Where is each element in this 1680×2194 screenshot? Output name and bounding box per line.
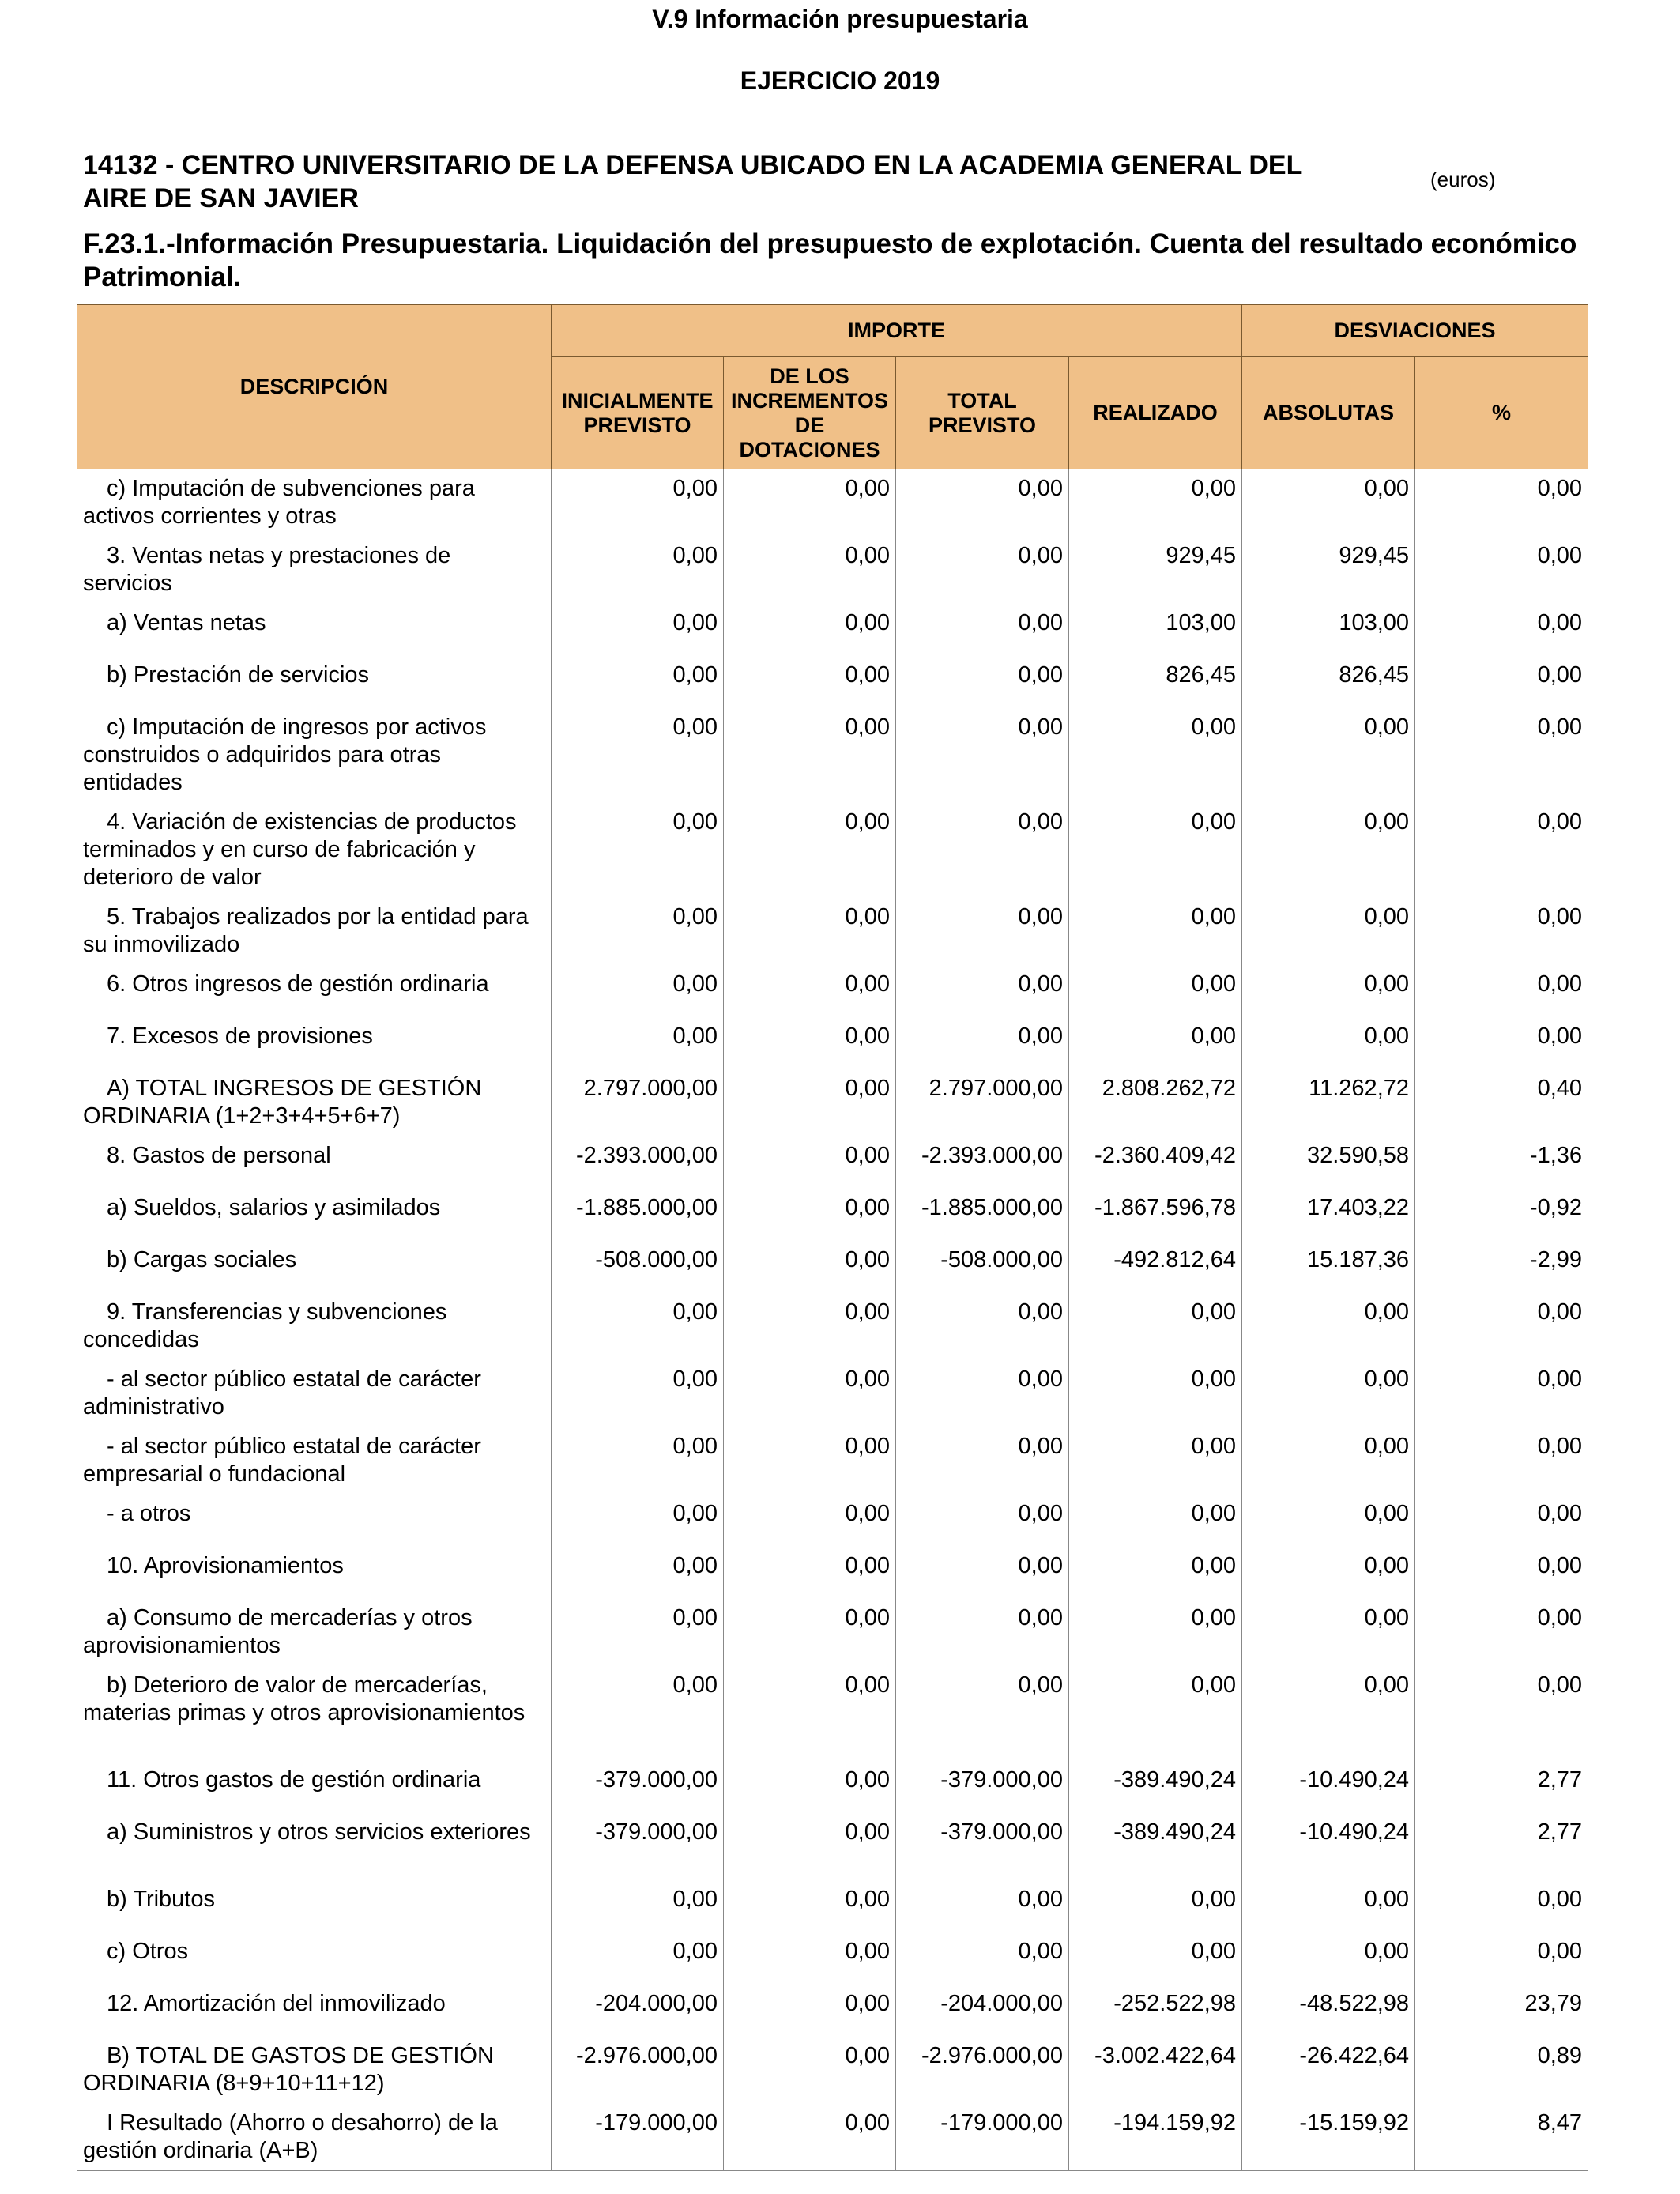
cell-realizado: 0,00 xyxy=(1069,965,1242,1017)
cell-pct: 2,77 xyxy=(1415,1813,1588,1880)
cell-realizado: 0,00 xyxy=(1069,1293,1242,1360)
table-row xyxy=(77,1189,1588,1241)
cell-total: 0,00 xyxy=(896,656,1069,708)
header-descripcion: DESCRIPCIÓN xyxy=(77,305,552,469)
cell-inicial: 0,00 xyxy=(552,1495,724,1547)
cell-absolutas: 17.403,22 xyxy=(1242,1189,1415,1241)
cell-realizado: -389.490,24 xyxy=(1069,1761,1242,1813)
cell-total: -2.393.000,00 xyxy=(896,1137,1069,1189)
row-description: I Resultado (Ahorro o desahorro) de la gestión ordinaria (A+B) xyxy=(77,2104,552,2171)
cell-inicial: -1.885.000,00 xyxy=(552,1189,724,1241)
cell-inicial: 2.797.000,00 xyxy=(552,1069,724,1137)
cell-total: 2.797.000,00 xyxy=(896,1069,1069,1137)
cell-pct: 0,00 xyxy=(1415,1599,1588,1666)
cell-pct: 8,47 xyxy=(1415,2104,1588,2171)
cell-incrementos: 0,00 xyxy=(724,898,896,965)
cell-realizado: 0,00 xyxy=(1069,1360,1242,1427)
row-description: b) Tributos xyxy=(77,1880,552,1932)
cell-total: -204.000,00 xyxy=(896,1985,1069,2037)
table-row xyxy=(77,537,1588,604)
cell-incrementos: 0,00 xyxy=(724,1547,896,1599)
cell-inicial: -2.393.000,00 xyxy=(552,1137,724,1189)
row-description: B) TOTAL DE GASTOS DE GESTIÓN ORDINARIA (8+9+10+11+12) xyxy=(77,2037,552,2104)
cell-inicial: 0,00 xyxy=(552,965,724,1017)
row-description: 6. Otros ingresos de gestión ordinaria xyxy=(77,965,552,1017)
table-row xyxy=(77,1069,1588,1137)
cell-incrementos: 0,00 xyxy=(724,537,896,604)
table-row xyxy=(77,1761,1588,1813)
cell-total: 0,00 xyxy=(896,898,1069,965)
row-description: - al sector público estatal de carácter empresarial o fundacional xyxy=(77,1427,552,1495)
cell-total: 0,00 xyxy=(896,1599,1069,1666)
table-row xyxy=(77,1293,1588,1360)
cell-realizado: 0,00 xyxy=(1069,1599,1242,1666)
cell-absolutas: 0,00 xyxy=(1242,965,1415,1017)
row-description: b) Cargas sociales xyxy=(77,1241,552,1293)
cell-total: 0,00 xyxy=(896,803,1069,898)
cell-total: -1.885.000,00 xyxy=(896,1189,1069,1241)
table-row xyxy=(77,1241,1588,1293)
header-inicialmente-previsto: INICIALMENTE PREVISTO xyxy=(552,357,724,469)
cell-pct: 0,40 xyxy=(1415,1069,1588,1137)
cell-realizado: 0,00 xyxy=(1069,1880,1242,1932)
cell-inicial: 0,00 xyxy=(552,898,724,965)
cell-absolutas: -26.422,64 xyxy=(1242,2037,1415,2104)
cell-inicial: 0,00 xyxy=(552,1017,724,1069)
cell-incrementos: 0,00 xyxy=(724,1069,896,1137)
row-description: a) Sueldos, salarios y asimilados xyxy=(77,1189,552,1241)
cell-total: 0,00 xyxy=(896,1495,1069,1547)
cell-absolutas: 0,00 xyxy=(1242,1880,1415,1932)
cell-pct: 0,89 xyxy=(1415,2037,1588,2104)
cell-realizado: 0,00 xyxy=(1069,469,1242,537)
cell-total: -379.000,00 xyxy=(896,1761,1069,1813)
cell-incrementos: 0,00 xyxy=(724,1932,896,1985)
table-row xyxy=(77,708,1588,803)
table-row xyxy=(77,898,1588,965)
table-row xyxy=(77,1666,1588,1761)
cell-inicial: 0,00 xyxy=(552,1427,724,1495)
cell-total: -2.976.000,00 xyxy=(896,2037,1069,2104)
cell-realizado: 0,00 xyxy=(1069,1427,1242,1495)
cell-incrementos: 0,00 xyxy=(724,1293,896,1360)
cell-incrementos: 0,00 xyxy=(724,1985,896,2037)
cell-absolutas: 11.262,72 xyxy=(1242,1069,1415,1137)
cell-realizado: 0,00 xyxy=(1069,803,1242,898)
table-row xyxy=(77,1547,1588,1599)
cell-absolutas: 826,45 xyxy=(1242,656,1415,708)
cell-absolutas: -15.159,92 xyxy=(1242,2104,1415,2171)
row-description: A) TOTAL INGRESOS DE GESTIÓN ORDINARIA (1+2+3+4+5+6+7) xyxy=(77,1069,552,1137)
cell-inicial: 0,00 xyxy=(552,656,724,708)
cell-realizado: 0,00 xyxy=(1069,898,1242,965)
cell-absolutas: 0,00 xyxy=(1242,803,1415,898)
cell-pct: 0,00 xyxy=(1415,965,1588,1017)
cell-absolutas: 0,00 xyxy=(1242,469,1415,537)
table-row xyxy=(77,1599,1588,1666)
cell-absolutas: 0,00 xyxy=(1242,1547,1415,1599)
cell-pct: 0,00 xyxy=(1415,1017,1588,1069)
row-description: 3. Ventas netas y prestaciones de servicios xyxy=(77,537,552,604)
header-realizado: REALIZADO xyxy=(1069,357,1242,469)
cell-absolutas: 0,00 xyxy=(1242,708,1415,803)
cell-inicial: 0,00 xyxy=(552,803,724,898)
cell-total: -508.000,00 xyxy=(896,1241,1069,1293)
row-description: 10. Aprovisionamientos xyxy=(77,1547,552,1599)
cell-incrementos: 0,00 xyxy=(724,1427,896,1495)
cell-total: 0,00 xyxy=(896,708,1069,803)
cell-inicial: 0,00 xyxy=(552,1360,724,1427)
table-row xyxy=(77,2104,1588,2171)
table-row xyxy=(77,1137,1588,1189)
cell-incrementos: 0,00 xyxy=(724,965,896,1017)
budget-table xyxy=(77,304,1588,2171)
header-absolutas: ABSOLUTAS xyxy=(1242,357,1415,469)
cell-inicial: -204.000,00 xyxy=(552,1985,724,2037)
table-row xyxy=(77,604,1588,656)
row-description: a) Consumo de mercaderías y otros aprovisionamientos xyxy=(77,1599,552,1666)
cell-realizado: -2.360.409,42 xyxy=(1069,1137,1242,1189)
row-description: c) Otros xyxy=(77,1932,552,1985)
row-description: b) Deterioro de valor de mercaderías, materias primas y otros aprovisionamientos xyxy=(77,1666,552,1761)
cell-inicial: 0,00 xyxy=(552,708,724,803)
cell-pct: 0,00 xyxy=(1415,1360,1588,1427)
cell-incrementos: 0,00 xyxy=(724,1241,896,1293)
cell-inicial: -179.000,00 xyxy=(552,2104,724,2171)
currency-unit: (euros) xyxy=(1430,168,1496,191)
cell-pct: 0,00 xyxy=(1415,656,1588,708)
cell-absolutas: 103,00 xyxy=(1242,604,1415,656)
cell-realizado: -492.812,64 xyxy=(1069,1241,1242,1293)
cell-pct: 0,00 xyxy=(1415,708,1588,803)
table-row xyxy=(77,1880,1588,1932)
cell-total: 0,00 xyxy=(896,1880,1069,1932)
cell-realizado: 0,00 xyxy=(1069,708,1242,803)
cell-total: 0,00 xyxy=(896,1293,1069,1360)
header-desviaciones: DESVIACIONES xyxy=(1242,305,1588,357)
cell-total: 0,00 xyxy=(896,1932,1069,1985)
cell-pct: 0,00 xyxy=(1415,604,1588,656)
cell-pct: -2,99 xyxy=(1415,1241,1588,1293)
cell-absolutas: -10.490,24 xyxy=(1242,1761,1415,1813)
cell-incrementos: 0,00 xyxy=(724,469,896,537)
cell-pct: 0,00 xyxy=(1415,1547,1588,1599)
cell-inicial: 0,00 xyxy=(552,1932,724,1985)
table-body xyxy=(77,469,1588,2171)
cell-realizado: 0,00 xyxy=(1069,1017,1242,1069)
cell-absolutas: 15.187,36 xyxy=(1242,1241,1415,1293)
cell-total: 0,00 xyxy=(896,469,1069,537)
cell-inicial: 0,00 xyxy=(552,1666,724,1761)
table-row xyxy=(77,2037,1588,2104)
cell-realizado: 103,00 xyxy=(1069,604,1242,656)
report-subtitle: F.23.1.-Información Presupuestaria. Liquidación del presupuesto de explotación. Cuenta del resultado económico Patrimonial. xyxy=(83,228,1577,292)
row-description: - al sector público estatal de carácter administrativo xyxy=(77,1360,552,1427)
row-description: c) Imputación de ingresos por activos construidos o adquiridos para otras entidades xyxy=(77,708,552,803)
cell-incrementos: 0,00 xyxy=(724,708,896,803)
table-row xyxy=(77,1813,1588,1880)
cell-inicial: 0,00 xyxy=(552,1880,724,1932)
cell-pct: 0,00 xyxy=(1415,469,1588,537)
cell-absolutas: 0,00 xyxy=(1242,1360,1415,1427)
cell-incrementos: 0,00 xyxy=(724,1017,896,1069)
cell-pct: -1,36 xyxy=(1415,1137,1588,1189)
cell-incrementos: 0,00 xyxy=(724,604,896,656)
row-description: 5. Trabajos realizados por la entidad para su inmovilizado xyxy=(77,898,552,965)
cell-pct: 0,00 xyxy=(1415,537,1588,604)
table-row xyxy=(77,1932,1588,1985)
cell-absolutas: 0,00 xyxy=(1242,898,1415,965)
row-description: 7. Excesos de provisiones xyxy=(77,1017,552,1069)
table-row xyxy=(77,1427,1588,1495)
cell-realizado: 929,45 xyxy=(1069,537,1242,604)
cell-inicial: -2.976.000,00 xyxy=(552,2037,724,2104)
cell-absolutas: 0,00 xyxy=(1242,1599,1415,1666)
cell-pct: 0,00 xyxy=(1415,1495,1588,1547)
cell-pct: 0,00 xyxy=(1415,1427,1588,1495)
cell-absolutas: -10.490,24 xyxy=(1242,1813,1415,1880)
cell-absolutas: 0,00 xyxy=(1242,1666,1415,1761)
table-row xyxy=(77,803,1588,898)
cell-total: 0,00 xyxy=(896,965,1069,1017)
row-description: b) Prestación de servicios xyxy=(77,656,552,708)
cell-total: 0,00 xyxy=(896,1360,1069,1427)
cell-inicial: 0,00 xyxy=(552,537,724,604)
header-percent: % xyxy=(1415,357,1588,469)
cell-realizado: -3.002.422,64 xyxy=(1069,2037,1242,2104)
cell-total: 0,00 xyxy=(896,537,1069,604)
row-description: c) Imputación de subvenciones para activos corrientes y otras xyxy=(77,469,552,537)
row-description: - a otros xyxy=(77,1495,552,1547)
row-description: a) Suministros y otros servicios exteriores xyxy=(77,1813,552,1880)
cell-pct: 0,00 xyxy=(1415,898,1588,965)
header-total-previsto: TOTAL PREVISTO xyxy=(896,357,1069,469)
cell-pct: 0,00 xyxy=(1415,1666,1588,1761)
cell-incrementos: 0,00 xyxy=(724,1599,896,1666)
section-title: V.9 Información presupuestaria xyxy=(652,5,1028,33)
cell-realizado: 826,45 xyxy=(1069,656,1242,708)
table-row xyxy=(77,1985,1588,2037)
cell-total: 0,00 xyxy=(896,604,1069,656)
cell-realizado: -194.159,92 xyxy=(1069,2104,1242,2171)
cell-incrementos: 0,00 xyxy=(724,1666,896,1761)
cell-pct: 23,79 xyxy=(1415,1985,1588,2037)
cell-incrementos: 0,00 xyxy=(724,2104,896,2171)
cell-incrementos: 0,00 xyxy=(724,1880,896,1932)
cell-total: 0,00 xyxy=(896,1427,1069,1495)
table-row xyxy=(77,965,1588,1017)
cell-pct: 2,77 xyxy=(1415,1761,1588,1813)
exercise-title: EJERCICIO 2019 xyxy=(740,66,940,95)
cell-realizado: -1.867.596,78 xyxy=(1069,1189,1242,1241)
cell-realizado: -252.522,98 xyxy=(1069,1985,1242,2037)
cell-absolutas: 0,00 xyxy=(1242,1932,1415,1985)
header-importe: IMPORTE xyxy=(552,305,1242,357)
cell-realizado: 0,00 xyxy=(1069,1666,1242,1761)
cell-pct: -0,92 xyxy=(1415,1189,1588,1241)
cell-realizado: 0,00 xyxy=(1069,1495,1242,1547)
cell-pct: 0,00 xyxy=(1415,1932,1588,1985)
row-description: 9. Transferencias y subvenciones concedidas xyxy=(77,1293,552,1360)
cell-absolutas: 32.590,58 xyxy=(1242,1137,1415,1189)
cell-realizado: -389.490,24 xyxy=(1069,1813,1242,1880)
table-row xyxy=(77,1495,1588,1547)
cell-inicial: -508.000,00 xyxy=(552,1241,724,1293)
cell-realizado: 0,00 xyxy=(1069,1932,1242,1985)
cell-pct: 0,00 xyxy=(1415,1880,1588,1932)
row-description: 8. Gastos de personal xyxy=(77,1137,552,1189)
table-row xyxy=(77,656,1588,708)
cell-inicial: 0,00 xyxy=(552,1599,724,1666)
cell-total: 0,00 xyxy=(896,1666,1069,1761)
cell-incrementos: 0,00 xyxy=(724,1137,896,1189)
cell-inicial: 0,00 xyxy=(552,1293,724,1360)
cell-absolutas: 929,45 xyxy=(1242,537,1415,604)
row-description: 4. Variación de existencias de productos terminados y en curso de fabricación y deterioro de valor xyxy=(77,803,552,898)
cell-absolutas: 0,00 xyxy=(1242,1293,1415,1360)
cell-total: -179.000,00 xyxy=(896,2104,1069,2171)
row-description: 12. Amortización del inmovilizado xyxy=(77,1985,552,2037)
cell-absolutas: -48.522,98 xyxy=(1242,1985,1415,2037)
table-row xyxy=(77,1360,1588,1427)
cell-inicial: 0,00 xyxy=(552,604,724,656)
cell-inicial: 0,00 xyxy=(552,1547,724,1599)
row-description: a) Ventas netas xyxy=(77,604,552,656)
cell-total: -379.000,00 xyxy=(896,1813,1069,1880)
cell-total: 0,00 xyxy=(896,1547,1069,1599)
cell-incrementos: 0,00 xyxy=(724,1495,896,1547)
cell-incrementos: 0,00 xyxy=(724,1761,896,1813)
cell-realizado: 0,00 xyxy=(1069,1547,1242,1599)
cell-pct: 0,00 xyxy=(1415,1293,1588,1360)
entity-title: 14132 - CENTRO UNIVERSITARIO DE LA DEFENSA UBICADO EN LA ACADEMIA GENERAL DEL AIRE DE SAN JAVIER xyxy=(83,150,1302,213)
cell-incrementos: 0,00 xyxy=(724,1360,896,1427)
cell-total: 0,00 xyxy=(896,1017,1069,1069)
row-description: 11. Otros gastos de gestión ordinaria xyxy=(77,1761,552,1813)
table-row xyxy=(77,1017,1588,1069)
cell-inicial: -379.000,00 xyxy=(552,1761,724,1813)
cell-inicial: -379.000,00 xyxy=(552,1813,724,1880)
cell-incrementos: 0,00 xyxy=(724,803,896,898)
cell-incrementos: 0,00 xyxy=(724,1189,896,1241)
cell-incrementos: 0,00 xyxy=(724,656,896,708)
cell-inicial: 0,00 xyxy=(552,469,724,537)
cell-absolutas: 0,00 xyxy=(1242,1427,1415,1495)
cell-absolutas: 0,00 xyxy=(1242,1017,1415,1069)
cell-realizado: 2.808.262,72 xyxy=(1069,1069,1242,1137)
cell-pct: 0,00 xyxy=(1415,803,1588,898)
header-incrementos-dotaciones: DE LOS INCREMENTOS DE DOTACIONES xyxy=(724,357,896,469)
cell-absolutas: 0,00 xyxy=(1242,1495,1415,1547)
cell-incrementos: 0,00 xyxy=(724,1813,896,1880)
cell-incrementos: 0,00 xyxy=(724,2037,896,2104)
table-row xyxy=(77,469,1588,537)
